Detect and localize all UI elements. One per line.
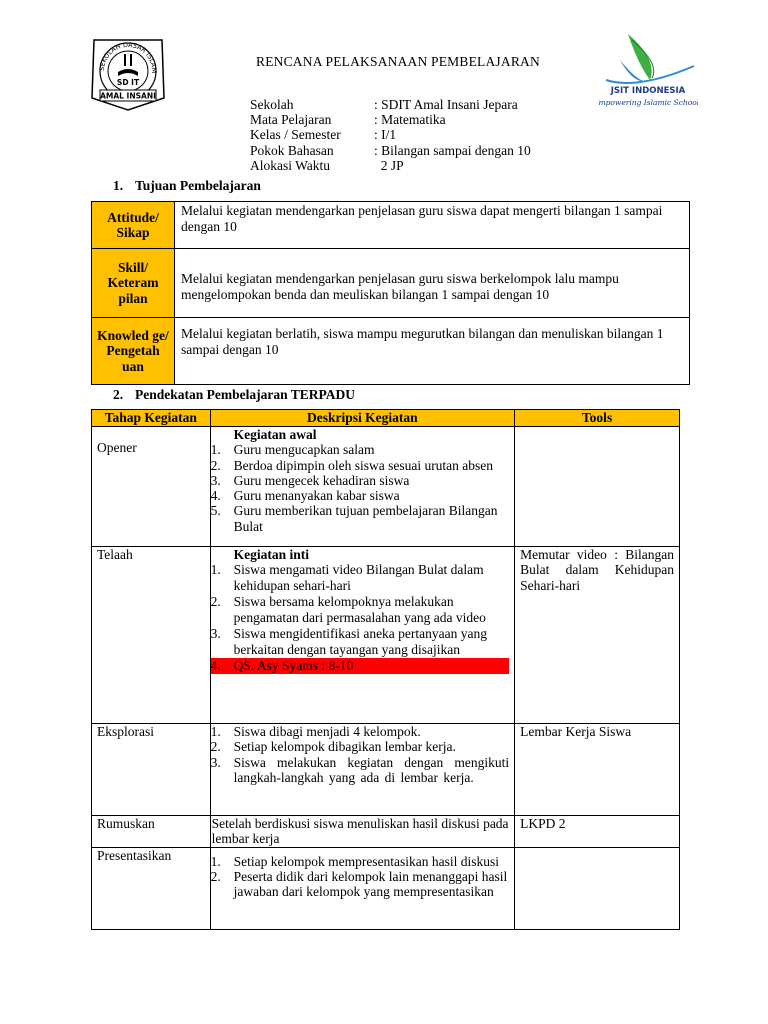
tahap-cell: Opener — [92, 427, 211, 547]
list-text: Setiap kelompok dibagikan lembar kerja. — [233, 739, 456, 755]
activity-list — [211, 854, 510, 900]
info-row-pokok — [250, 143, 531, 158]
list-text: Siswa mengamati video Bilangan Bulat dalam kehidupan sehari-hari — [233, 562, 484, 594]
list-number: 1. — [210, 562, 221, 578]
logo-banner: AMAL INSANI — [100, 91, 156, 101]
list-number: 2. — [210, 594, 221, 610]
tools-cell: Memutar video : Bilangan Bulat dalam Kehidupan Sehari-hari — [515, 547, 680, 724]
list-text: QS. Asy Syams : 8-10 — [233, 658, 354, 674]
deskripsi-cell — [210, 724, 515, 816]
list-text: Peserta didik dari kelompok lain menanggapi hasil jawaban dari kelompok yang mempresentasikan — [233, 868, 508, 900]
tahap-cell: Presentasikan — [92, 847, 211, 929]
tujuan-label: Skill/ Keteram pilan — [92, 249, 175, 318]
list-text: Guru memberikan tujuan pembelajaran Bilangan Bulat — [233, 503, 498, 534]
list-item — [211, 626, 510, 658]
list-item — [211, 458, 510, 473]
list-text: Guru mengecek kehadiran siswa — [233, 472, 410, 488]
activity-list — [211, 724, 510, 785]
info-value: : I/1 — [374, 127, 397, 143]
section-number: 1. — [113, 178, 124, 193]
info-key: Kelas / Semester — [250, 127, 341, 143]
list-item — [211, 442, 510, 457]
tools-cell: LKPD 2 — [515, 816, 680, 848]
info-row-sekolah — [250, 97, 531, 112]
tujuan-desc: Melalui kegiatan mendengarkan penjelasan guru siswa dapat mengerti bilangan 1 sampai dengan 10 — [175, 202, 690, 249]
jsit-tagline: Empowering Islamic Schools — [598, 98, 698, 107]
tujuan-label: Knowled ge/ Pengetah uan — [92, 318, 175, 385]
tujuan-label: Attitude/ Sikap — [92, 202, 175, 249]
section-heading-pendekatan — [113, 387, 355, 403]
info-value: : Matematika — [374, 112, 446, 128]
deskripsi-cell — [210, 847, 515, 929]
deskripsi-cell — [210, 427, 515, 547]
table-row — [92, 202, 690, 249]
col-header: Deskripsi Kegiatan — [210, 410, 515, 427]
list-number: 3. — [210, 626, 221, 642]
list-text: Berdoa dipimpin oleh siswa sesuai urutan absen — [233, 457, 494, 473]
list-text: Siswa bersama kelompoknya melakukan pengamatan dari permasalahan yang ada video — [233, 594, 486, 626]
table-row-telaah — [92, 547, 680, 724]
tahap-cell: Rumuskan — [92, 816, 211, 848]
sub-heading: Kegiatan awal — [233, 427, 317, 442]
col-header: Tahap Kegiatan — [92, 410, 211, 427]
col-header: Tools — [515, 410, 680, 427]
list-item — [211, 488, 510, 503]
list-item-highlighted — [211, 658, 510, 674]
info-key: Alokasi Waktu — [250, 157, 331, 173]
list-number: 3. — [210, 472, 221, 488]
school-logo — [90, 38, 166, 112]
list-item — [211, 562, 510, 594]
list-number: 1. — [210, 442, 221, 458]
info-key: Pokok Bahasan — [250, 142, 334, 158]
pendekatan-table — [91, 409, 680, 930]
list-item — [211, 473, 510, 488]
sub-heading: Kegiatan inti — [233, 547, 309, 562]
section-title: Tujuan Pembelajaran — [135, 178, 261, 193]
info-value: : SDIT Amal Insani Jepara — [374, 97, 518, 112]
table-header-row — [92, 410, 680, 427]
info-row-mapel — [250, 112, 531, 127]
list-number: 1. — [210, 853, 221, 869]
info-row-kelas — [250, 127, 531, 142]
list-text: Setiap kelompok mempresentasikan hasil diskusi — [233, 853, 500, 869]
activity-list — [211, 442, 510, 534]
deskripsi-cell — [210, 547, 515, 724]
info-row-alokasi — [250, 158, 531, 173]
table-row-rumuskan — [92, 816, 680, 848]
list-text: Guru mengucapkan salam — [233, 442, 375, 458]
list-number: 2. — [210, 457, 221, 473]
info-value: 2 JP — [374, 157, 404, 173]
section-heading-tujuan — [113, 178, 261, 194]
list-text: Guru menanyakan kabar siswa — [233, 488, 400, 504]
activity-list — [211, 562, 510, 674]
info-key: Mata Pelajaran — [250, 112, 332, 128]
identity-block — [250, 97, 531, 173]
list-text: Siswa dibagi menjadi 4 kelompok. — [233, 724, 421, 739]
list-item — [211, 854, 510, 869]
table-row-presentasikan — [92, 847, 680, 929]
section-number: 2. — [113, 387, 124, 402]
jsit-name: JSIT INDONESIA — [610, 86, 686, 96]
tools-cell — [515, 847, 680, 929]
table-row-eksplorasi — [92, 724, 680, 816]
info-value: : Bilangan sampai dengan 10 — [374, 142, 531, 158]
list-item — [211, 594, 510, 626]
list-number: 2. — [210, 739, 221, 755]
list-text: Siswa mengidentifikasi aneka pertanyaan yang berkaitan dengan tayangan yang disajikan — [233, 626, 488, 658]
section-title: Pendekatan Pembelajaran TERPADU — [135, 387, 355, 402]
list-item — [211, 724, 510, 739]
table-row — [92, 318, 690, 385]
tahap-cell: Telaah — [92, 547, 211, 724]
list-number: 2. — [210, 868, 221, 884]
list-item — [211, 755, 510, 786]
list-number: 4. — [210, 658, 221, 674]
list-item — [211, 739, 510, 754]
tujuan-table — [91, 201, 690, 385]
list-number: 4. — [210, 488, 221, 504]
list-number: 3. — [210, 754, 221, 770]
info-key: Sekolah — [250, 97, 294, 112]
list-number: 5. — [210, 503, 221, 519]
table-row-opener — [92, 427, 680, 547]
logo-mark: SD IT — [116, 78, 140, 87]
tools-cell — [515, 427, 680, 547]
tujuan-desc: Melalui kegiatan berlatih, siswa mampu megurutkan bilangan dan menuliskan bilangan 1 sampai dengan 10 — [175, 318, 690, 385]
tahap-cell: Eksplorasi — [92, 724, 211, 816]
list-text: Siswa melakukan kegiatan dengan mengikuti langkah-langkah yang ada di lembar kerja. — [233, 754, 510, 785]
tools-cell: Lembar Kerja Siswa — [515, 724, 680, 816]
deskripsi-cell: Setelah berdiskusi siswa menuliskan hasil diskusi pada lembar kerja — [210, 816, 515, 848]
jsit-logo — [598, 30, 698, 114]
table-row — [92, 249, 690, 318]
tujuan-desc: Melalui kegiatan mendengarkan penjelasan guru siswa berkelompok lalu mampu mengelompokan benda dan meuliskan bilangan 1 sampai dengan 10 — [175, 249, 690, 318]
list-number: 1. — [210, 724, 221, 739]
list-item — [211, 869, 510, 900]
list-item — [211, 503, 510, 534]
document-title: RENCANA PELAKSANAAN PEMBELAJARAN — [256, 54, 540, 69]
logo-ring-text: SEKOLAH DASAR ISLAM — [97, 40, 159, 74]
